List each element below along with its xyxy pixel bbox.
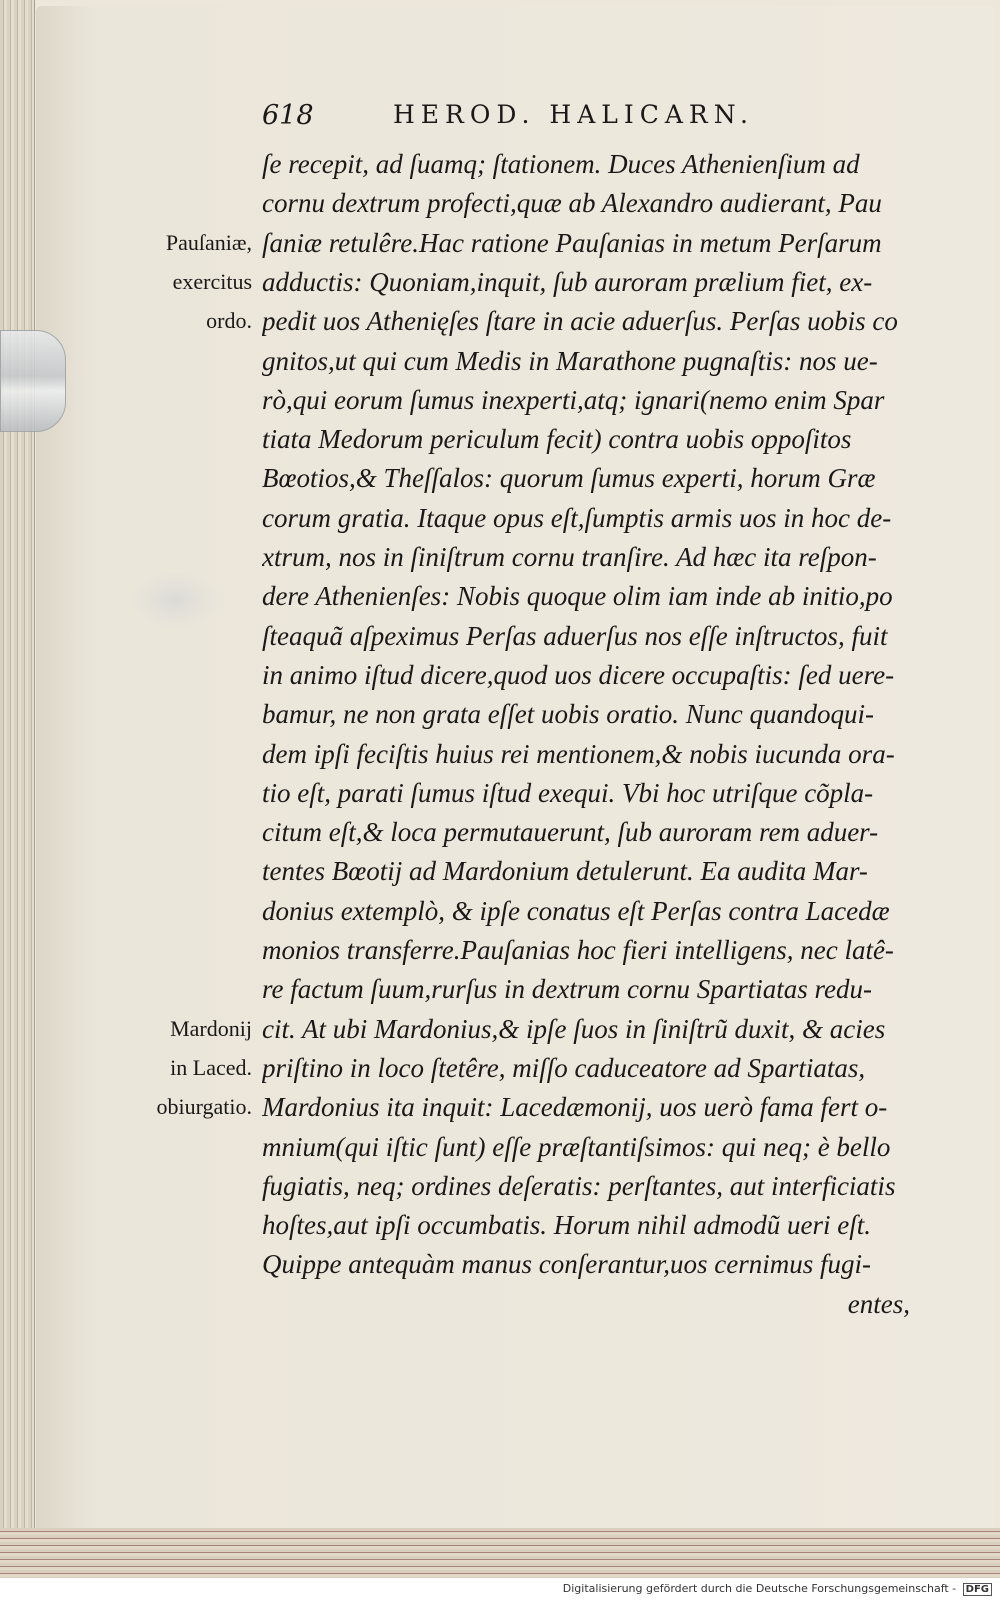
text-line: tiata Medorum periculum fecit) contra uobis oppoſitos (262, 424, 852, 455)
text-line: pedit uos Athenięſes ſtare in acie aduerſus. Perſas uobis co (262, 306, 898, 337)
credit-text: Digitalisierung gefördert durch die Deutsche Forschungsgemeinschaft - (562, 1582, 957, 1595)
text-line: mnium(qui iſtic ſunt) eſſe præſtantiſsimos: qui neq; è bello (262, 1131, 891, 1162)
text-line: tio eſt, parati ſumus iſtud exequi. Vbi hoc utriſque cõpla- (262, 777, 874, 808)
marginal-note-line: in Laced. (170, 1054, 252, 1080)
text-line: donius extemplò, & ipſe conatus eſt Perſas contra Lacedæ (262, 895, 890, 926)
catchword: entes, (847, 1288, 910, 1319)
text-line: priſtino in loco ſtetêre, miſſo caduceatore ad Spartiatas, (262, 1052, 866, 1083)
text-line: bamur, ne non grata eſſet uobis oratio. Nunc quandoqui- (262, 699, 874, 730)
marginal-note-line: Mardonij (170, 1015, 252, 1041)
text-line: Mardonius ita inquit: Lacedæmonij, uos uerò fama fert o- (262, 1092, 888, 1123)
bleed-through-stain (130, 570, 220, 630)
text-line: rò,qui eorum ſumus inexperti,atq; ignari(nemo enim Spar (262, 384, 885, 415)
text-line: xtrum, nos in ſiniſtrum cornu tranſire. Ad hæc ita reſpon- (262, 542, 877, 572)
text-line: monios transferre.Pauſanias hoc fieri intelligens, nec latê- (262, 935, 894, 965)
marginal-note-line: ordo. (206, 308, 252, 334)
marginal-note-line: obiurgatio. (156, 1094, 252, 1120)
text-line: ſteaquã aſpeximus Perſas aduerſus nos eſſe inſtructos, fuit (262, 620, 888, 651)
text-line: cornu dextrum profecti,quæ ab Alexandro audierant, Pau (262, 188, 882, 219)
text-line: Bœotios,& Theſſalos: quorum ſumus experti, horum Græ (262, 463, 876, 494)
text-line: dere Athenienſes: Nobis quoque olim iam inde ab initio,po (262, 581, 893, 612)
marginal-note-line: Pauſaniæ, (165, 229, 252, 255)
page-number: 618 (262, 100, 314, 131)
text-line: gnitos,ut qui cum Medis in Marathone pugnaſtis: nos ue- (262, 345, 878, 376)
text-line: ſe recepit, ad ſuamq; ſtationem. Duces Athenienſium ad (262, 149, 860, 179)
marginal-note-line: exercitus (172, 268, 252, 294)
digitization-credit (563, 1582, 992, 1600)
running-head: HEROD. HALICARN. (393, 100, 754, 129)
text-line: citum eſt,& loca permutauerunt, ſub auroram rem aduer- (262, 817, 879, 848)
page-clip (0, 330, 66, 432)
text-line: adductis: Quoniam,inquit, ſub auroram prælium fiet, ex- (262, 266, 873, 297)
text-line: tentes Bœotij ad Mardonium detulerunt. Ea audita Mar- (262, 856, 868, 887)
text-line: Quippe antequàm manus conſerantur,uos cernimus fugi- (262, 1249, 871, 1280)
text-line: hoſtes,aut ipſi occumbatis. Horum nihil admodũ ueri eſt. (262, 1210, 871, 1241)
text-line: re factum ſuum,rurſus in dextrum cornu Spartiatas redu- (262, 974, 872, 1005)
text-line: cit. At ubi Mardonius,& ipſe ſuos in ſiniſtrũ duxit, & acies (262, 1013, 886, 1044)
bottom-page-edges (0, 1528, 1000, 1578)
dfg-logo: DFG (963, 1583, 992, 1596)
text-line: in animo iſtud dicere,quod uos dicere occupaſtis: ſed uere- (262, 659, 895, 690)
text-line: ſaniæ retulêre.Hac ratione Pauſanias in metum Perſarum (262, 227, 882, 258)
text-line: dem ipſi feciſtis huius rei mentionem,& nobis iucunda ora- (262, 738, 895, 769)
text-line: corum gratia. Itaque opus eſt,ſumptis armis uos in hoc de- (262, 502, 892, 533)
text-line: fugiatis, neq; ordines deſeratis: perſtantes, aut interficiatis (262, 1170, 896, 1201)
